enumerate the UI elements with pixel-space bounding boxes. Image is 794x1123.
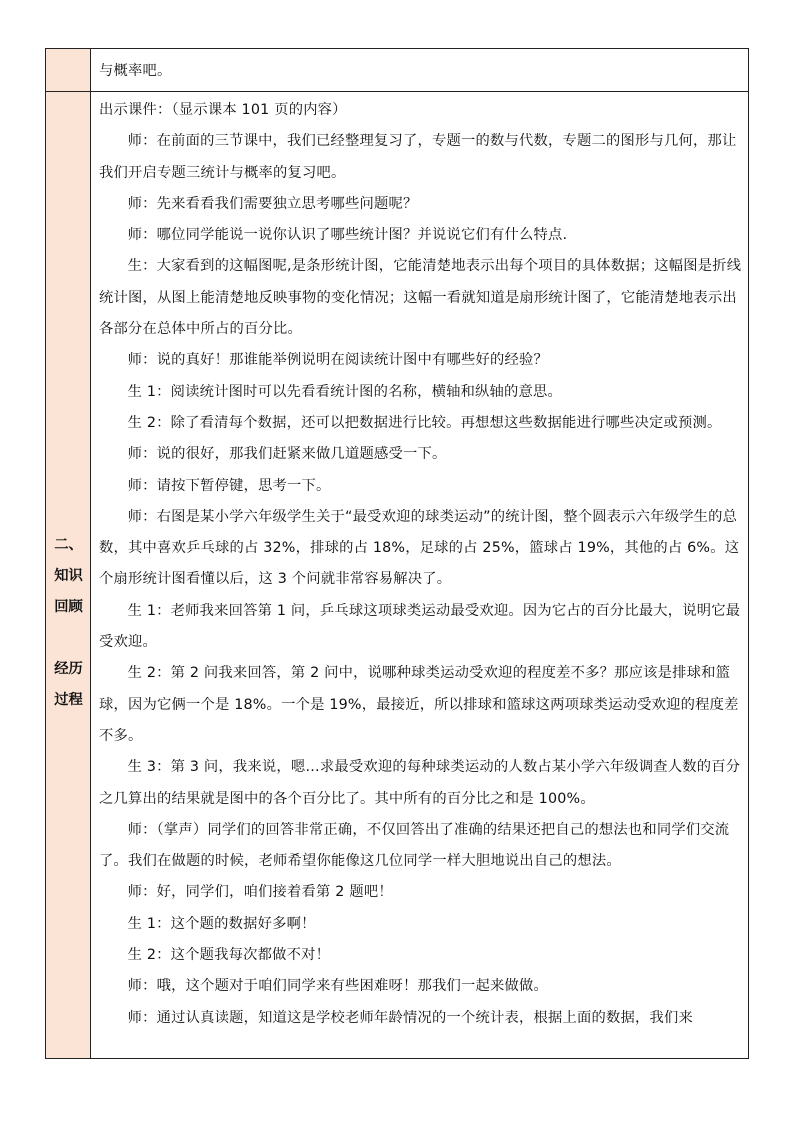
- paragraph: 师：通过认真读题，知道这是学校老师年龄情况的一个统计表，根据上面的数据，我们来: [127, 1009, 693, 1026]
- paragraph: 生：大家看到的这幅图呢,是条形统计图，它能清楚地表示出每个项目的具体数据；这幅图是折线统计图，从图上能清楚地反映事物的变化情况；这幅一看就知道是扇形统计图了，它能清楚地表示出各部分在总体中所占的百分比。: [99, 258, 742, 338]
- section-label-line: 知识: [54, 568, 83, 584]
- paragraph: 师：说的很好，那我们赶紧来做几道题感受一下。: [127, 446, 447, 463]
- paragraph: 生 2：除了看清每个数据，还可以把数据进行比较。再想想这些数据能进行哪些决定或预测。: [127, 414, 722, 431]
- paragraph: 生 1：这个题的数据好多啊！: [127, 915, 316, 932]
- paragraph: 生 1：阅读统计图时可以先看看统计图的名称，横轴和纵轴的意思。: [127, 383, 563, 400]
- section-label-cell: [46, 92, 91, 1058]
- paragraph: 师：哪位同学能说一说你认识了哪些统计图？并说说它们有什么特点.: [127, 227, 568, 244]
- section-number: 二、: [54, 537, 83, 553]
- paragraph: 生 1：老师我来回答第 1 问，乒乓球这项球类运动最受欢迎。因为它占的百分比最大，说明它最受欢迎。: [99, 602, 741, 651]
- paragraph: 出示课件：（显示课本 101 页的内容）: [99, 102, 347, 118]
- section-label: [46, 530, 91, 716]
- section-label-cell: [46, 49, 91, 91]
- section-label-line: 过程: [54, 692, 83, 708]
- paragraph: 师：哦，这个题对于咱们同学来有些困难呀！那我们一起来做做。: [127, 978, 548, 995]
- content-cell: [91, 92, 748, 1058]
- table-row: [46, 91, 748, 1058]
- paragraph: 生 2：这个题我每次都做不对！: [127, 947, 331, 964]
- section-label-line: 经历: [54, 661, 83, 677]
- paragraph: 师：说的真好！那谁能举例说明在阅读统计图中有哪些好的经验？: [127, 352, 548, 369]
- paragraph: 师：在前面的三节课中，我们已经整理复习了，专题一的数与代数，专题二的图形与几何，那让我们开启专题三统计与概率的复习吧。: [99, 133, 737, 181]
- paragraph: 师：请按下暂停键，思考一下。: [127, 477, 331, 494]
- paragraph: 师：先来看看我们需要独立思考哪些问题呢？: [127, 195, 418, 212]
- paragraph: 师：好，同学们，咱们接着看第 2 题吧！: [127, 884, 393, 901]
- paragraph: 师：右图是某小学六年级学生关于“最受欢迎的球类运动”的统计图，整个圆表示六年级学生的总数，其中喜欢乒乓球的占 32%，排球的占 18%，足球的占 25%，篮球占 19%，其他的占 6%。这个扇形统计图看懂以后，这 3 个问就非常容易解决了。: [99, 508, 740, 588]
- lesson-table: [45, 48, 749, 1059]
- paragraph: 生 2：第 2 问我来回答，第 2 问中，说哪种球类运动受欢迎的程度差不多？那应该是排球和篮球，因为它俩一个是 18%。一个是 19%，最接近，所以排球和篮球这两项球类运动受欢迎的程度差不多。: [99, 665, 739, 744]
- content-cell: [91, 49, 748, 91]
- paragraph: 生 3：第 3 问，我来说，嗯…求最受欢迎的每种球类运动的人数占某小学六年级调查人数的百分之几算出的结果就是图中的各个百分比了。其中所有的百分比之和是 100%。: [99, 759, 741, 807]
- table-row: [46, 49, 748, 91]
- paragraph: 师：（掌声）同学们的回答非常正确，不仅回答出了准确的结果还把自己的想法也和同学们交流了。我们在做题的时候，老师希望你能像这几位同学一样大胆地说出自己的想法。: [99, 821, 730, 870]
- section-label-line: 回顾: [54, 599, 83, 615]
- continued-text: 与概率吧。: [99, 63, 172, 79]
